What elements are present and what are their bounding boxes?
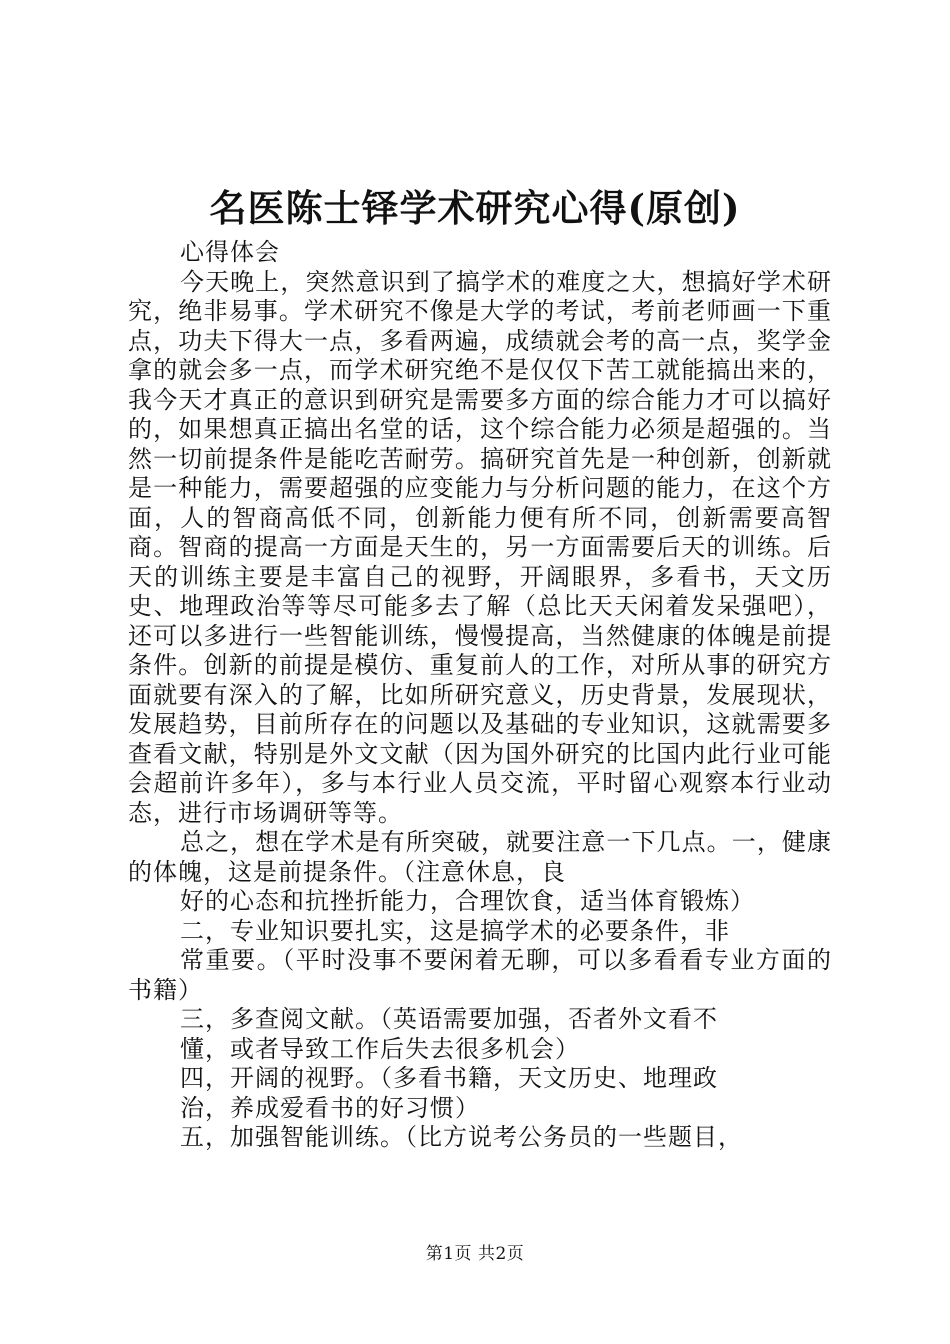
paragraph-summary: 总之，想在学术是有所突破，就要注意一下几点。一，健康的体魄，这是前提条件。（注意休息，良 — [128, 828, 832, 886]
paragraph-point-4: 四，开阔的视野。（多看书籍，天文历史、地理政 — [180, 1064, 718, 1092]
paragraph-point-1-cont: 好的心态和抗挫折能力，合理饮食，适当体育锻炼） — [180, 887, 755, 915]
paragraph-point-2-cont: 常重要。（平时没事不要闲着无聊，可以多看看专业方面的书籍） — [128, 946, 832, 1004]
paragraph-point-2: 二，专业知识要扎实，这是搞学术的必要条件，非 — [180, 916, 730, 945]
paragraph-point-5: 五，加强智能训练。（比方说考公务员的一些题目， — [180, 1123, 743, 1151]
document-body — [128, 238, 832, 1153]
paragraph-intro: 今天晚上，突然意识到了搞学术的难度之大，想搞好学术研究，绝非易事。学术研究不像是大学的考试，考前老师画一下重点，功夫下得大一点，多看两遍，成绩就会考的高一点，奖学金拿的就会多一点，而学术研究绝不是仅仅下苦工就能搞出来的，我今天才真正的意识到研究是需要多方面的综合能力才可以搞好的，如果想真正搞出名堂的话，这个综合能力必须是超强的。当然一切前提条件是能吃苦耐劳。搞研究首先是一种创新，创新就是一种能力，需要超强的应变能力与分析问题的能力，在这个方面，人的智商高低不同，创新能力便有所不同，创新需要高智商。智商的提高一方面是天生的，另一方面需要后天的训练。后天的训练主要是丰富自己的视野，开阔眼界，多看书，天文历史、地理政治等等尽可能多去了解（总比天天闲着发呆强吧），还可以多进行一些智能训练，慢慢提高，当然健康的体魄是前提条件。创新的前提是模仿、重复前人的工作，对所从事的研究方面就要有深入的了解，比如所研究意义，历史背景，发展现状，发展趋势，目前所存在的问题以及基础的专业知识，这就需要多查看文献，特别是外文文献（因为国外研究的比国内此行业可能会超前许多年），多与本行业人员交流，平时留心观察本行业动态，进行市场调研等等。 — [128, 267, 832, 827]
paragraph-point-3: 三，多查阅文献。（英语需要加强，否者外文看不 — [180, 1005, 718, 1033]
subheading: 心得体会 — [180, 238, 280, 266]
paragraph-point-3-cont: 懂，或者导致工作后失去很多机会） — [180, 1034, 580, 1063]
page-footer: 第1页 共2页 — [425, 1244, 525, 1264]
paragraph-point-4-cont: 治，养成爱看书的好习惯） — [180, 1093, 480, 1122]
document-title: 名医陈士铎学术研究心得(原创) — [209, 186, 741, 230]
